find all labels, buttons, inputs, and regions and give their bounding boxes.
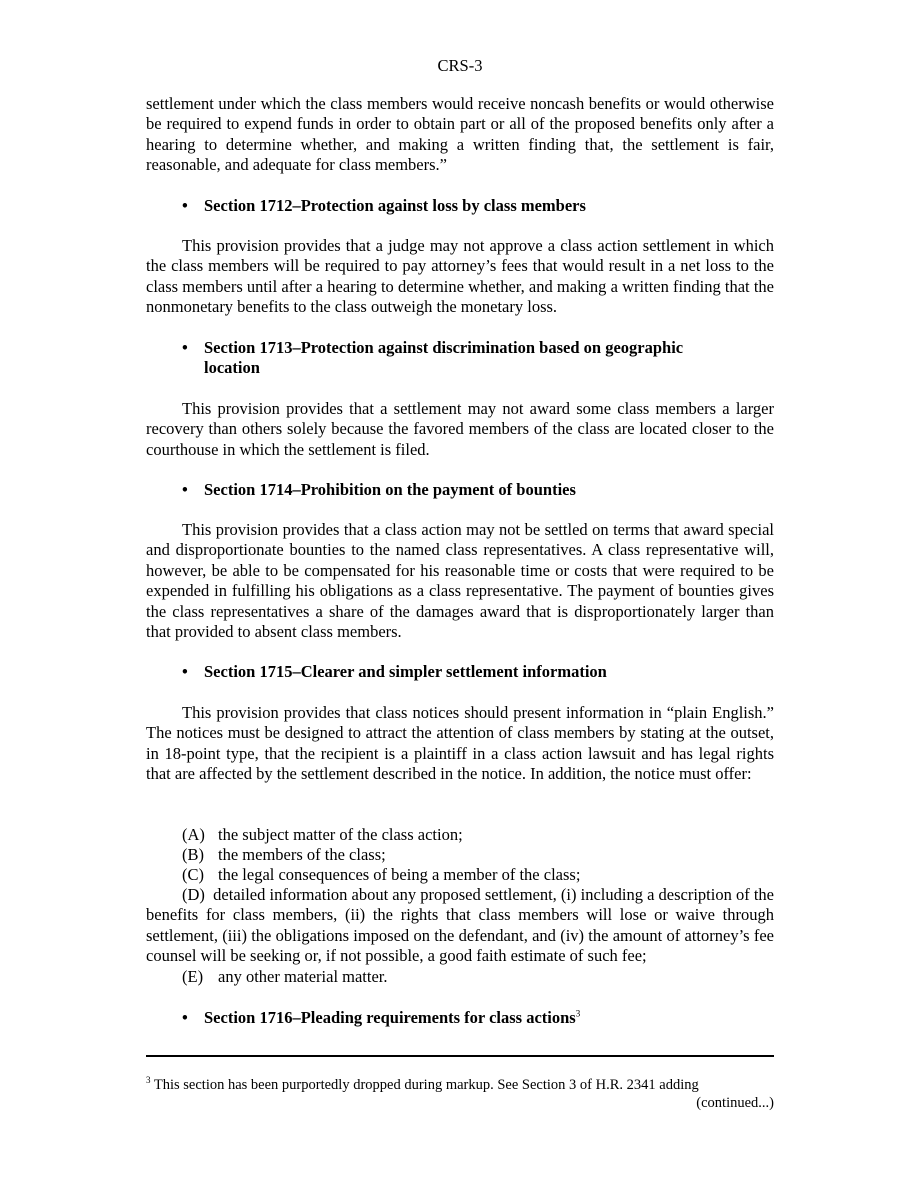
section-1714-body-block <box>146 520 774 642</box>
list-item-letter: (C) <box>182 865 204 884</box>
page-header: CRS-3 <box>437 56 483 75</box>
list-item <box>146 865 774 885</box>
list-item-letter: (B) <box>182 845 204 864</box>
footnote-reference[interactable]: 3 <box>575 1008 581 1019</box>
section-1713-heading <box>182 338 774 379</box>
footnote-continued: (continued...) <box>696 1095 774 1111</box>
section-1713-body-block <box>146 399 774 460</box>
bullet-icon: • <box>182 480 188 499</box>
section-heading-text: Section 1713–Protection against discrimination based on geographic location <box>204 338 684 378</box>
section-1714-heading <box>182 480 774 500</box>
list-item-text: the members of the class; <box>218 845 386 864</box>
footnote <box>146 1076 774 1112</box>
list-item-text: any other material matter. <box>218 967 388 986</box>
intro-paragraph: settlement under which the class members would receive noncash benefits or would otherwise be required to expend funds in order to obtain part or all of the proposed benefits only after a hearing to determine whether, and making a written finding that, the settlement is fair, reasonable, and adequate for class members.” <box>146 94 774 175</box>
list-item-letter: (A) <box>182 825 205 844</box>
section-heading-text: Section 1715–Clearer and simpler settlement information <box>204 662 607 681</box>
section-1716-heading <box>182 1008 774 1028</box>
list-item-letter: (E) <box>182 967 204 986</box>
intro-paragraph-block <box>146 94 774 176</box>
section-1713-body: This provision provides that a settlement may not award some class members a larger recovery than others solely because the favored members of the class are located closer to the courthouse in which the settlement is filed. <box>146 399 774 459</box>
section-1715-body-block <box>146 703 774 785</box>
bullet-icon: • <box>182 1008 188 1027</box>
footnote-text: This section has been purportedly dropped during markup. See Section 3 of H.R. 2341 adding <box>153 1077 699 1093</box>
section-heading-text: Section 1712–Protection against loss by class members <box>204 196 586 215</box>
footnote-divider <box>146 1055 774 1057</box>
list-item <box>146 845 774 865</box>
bullet-icon: • <box>182 338 188 357</box>
list-item-text: the subject matter of the class action; <box>218 825 463 844</box>
bullet-icon: • <box>182 662 188 681</box>
section-1715-body: This provision provides that class notices should present information in “plain English.” The notices must be designed to attract the attention of class members by stating at the outset, in 18-point type, that the recipient is a plaintiff in a class action lawsuit and has legal rights that are affected by the settlement described in the notice. In addition, the notice must offer: <box>146 703 774 784</box>
list-item-text: the legal consequences of being a member of the class; <box>218 865 581 884</box>
section-heading-text: Section 1714–Prohibition on the payment of bounties <box>204 480 576 499</box>
list-item-text: detailed information about any proposed settlement, (i) including a description of the benefits for class members, (ii) the rights that class members will lose or waive through settlement, (iii) the obligations imposed on the defendant, and (iv) the amount of attorney’s fee counsel will be seeking or, if not possible, a good faith estimate of such fee; <box>146 885 775 966</box>
section-heading-text <box>182 1008 724 1028</box>
list-item-letter: (D) <box>182 885 205 904</box>
section-1714-body: This provision provides that a class action may not be settled on terms that award special and disproportionate bounties to the named class representatives. A class representative will, however, be able to be compensated for his reasonable time or costs that were required to be expended in fulfilling his obligations as a class representative. The payment of bounties gives the class representatives a share of the damages award that is disproportionately larger than that provided to absent class members. <box>146 520 774 642</box>
section-1712-body: This provision provides that a judge may not approve a class action settlement in which the class members will be required to pay attorney’s fees that would result in a net loss to the class members until after a hearing to determine whether, and making a written finding that the nonmonetary benefits to the class outweigh the monetary loss. <box>146 236 774 317</box>
list-item-wrapped <box>146 885 774 967</box>
footnote-line <box>146 1076 774 1094</box>
list-item <box>146 885 774 967</box>
footnote-number: 3 <box>146 1075 151 1086</box>
list-item <box>146 825 774 845</box>
list-item <box>146 967 774 987</box>
section-1715-heading <box>182 662 774 682</box>
bullet-icon: • <box>182 196 188 215</box>
section-1712-body-block <box>146 236 774 318</box>
section-heading-label: Section 1716–Pleading requirements for class actions <box>204 1008 576 1027</box>
section-1712-heading <box>182 196 774 216</box>
